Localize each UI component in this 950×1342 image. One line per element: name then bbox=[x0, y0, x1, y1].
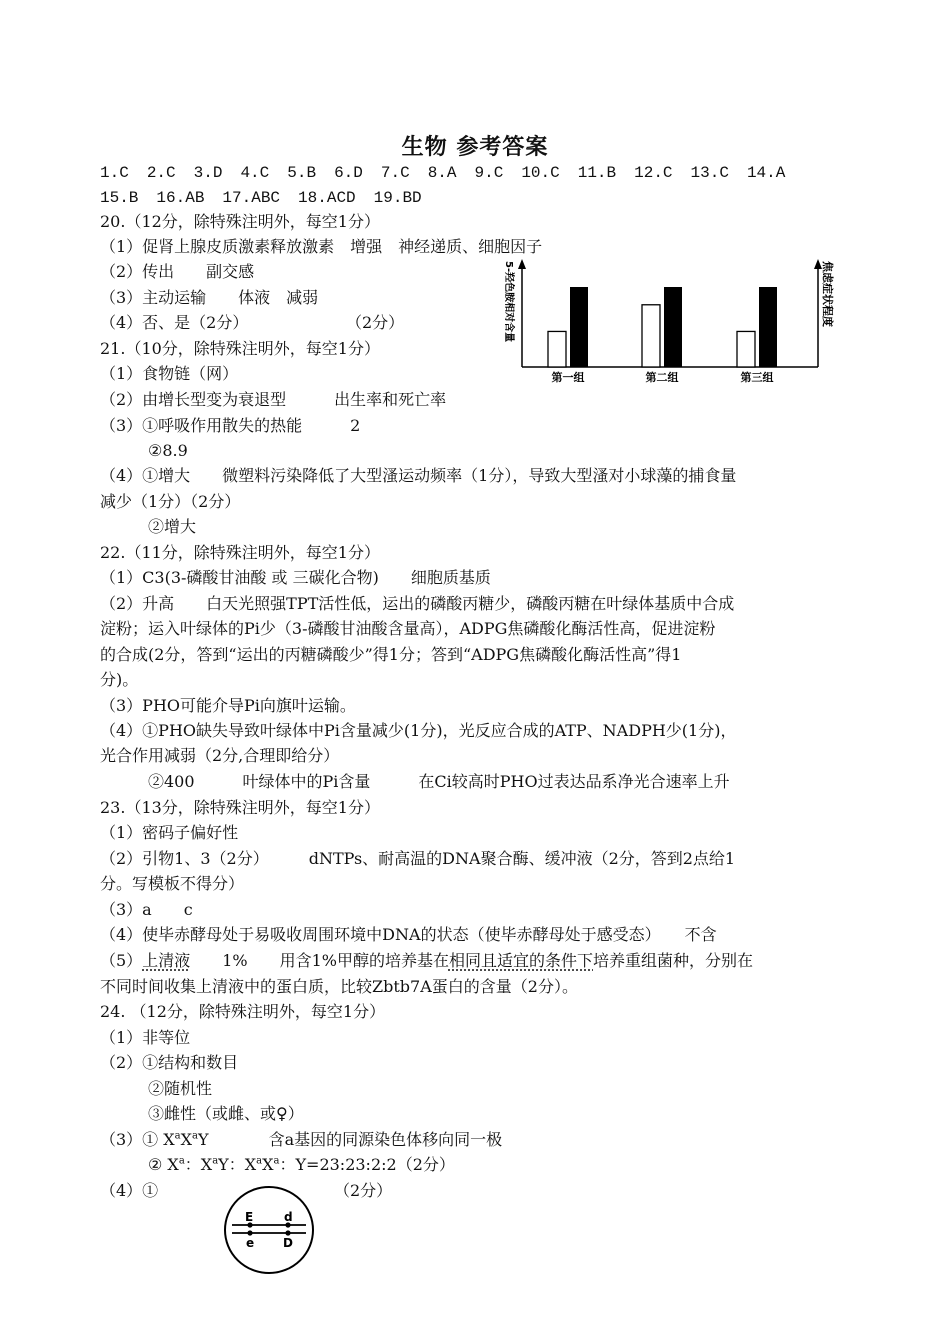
gene-locus-d-lower bbox=[285, 1230, 290, 1235]
category-label-2: 第二组 bbox=[645, 371, 679, 384]
serotonin-anxiety-chart bbox=[500, 255, 840, 390]
q24-heading: 24. （12分，除特殊注明外，每空1分） bbox=[100, 1002, 386, 1021]
q24-ratio-sup-1: a bbox=[178, 1155, 185, 1167]
q23-line-5-dotted-2: 相同且适宜的条件下 bbox=[448, 951, 593, 970]
q24-line-1: （1）非等位 bbox=[100, 1028, 191, 1047]
mc-answer-18: 18.ACD bbox=[298, 189, 356, 207]
q22-heading: 22.（11分，除特殊注明外，每空1分） bbox=[100, 543, 380, 562]
q23-line-5-dotted-1: 上清液 bbox=[142, 951, 191, 970]
q23-heading: 23.（13分，除特殊注明外，每空1分） bbox=[100, 798, 380, 817]
q24-line-3-y: Y bbox=[198, 1130, 209, 1149]
q24-ratio-part-3: Y：X bbox=[218, 1155, 257, 1174]
q22-line-2c: 的合成(2分，答到“运出的丙糖磷酸少”得1分；答到“ADPG焦磷酸化酶活性高”得1 bbox=[100, 645, 682, 664]
q24-line-3 bbox=[100, 1130, 502, 1150]
mc-answer-16: 16.AB bbox=[156, 189, 205, 207]
mc-answer-4: 4.C bbox=[240, 164, 270, 182]
mc-answer-17: 17.ABC bbox=[222, 189, 281, 207]
q24-ratio-part-1: ② X bbox=[148, 1155, 179, 1174]
q24-ratio-sup-3: a bbox=[256, 1155, 263, 1167]
mc-answer-1: 1.C bbox=[100, 164, 129, 182]
q24-line-4b: （2分） bbox=[334, 1181, 393, 1200]
mc-answer-15: 15.B bbox=[100, 189, 139, 207]
q23-line-2: （2）引物1、3（2分） dNTPs、耐高温的DNA聚合酶、缓冲液（2分，答到2点给1 bbox=[100, 849, 736, 868]
mc-answer-14: 14.A bbox=[746, 164, 786, 182]
q21-heading: 21.（10分，除特殊注明外，每空1分） bbox=[100, 339, 380, 358]
q21-line-2: （2）由增长型变为衰退型 出生率和死亡率 bbox=[100, 390, 447, 409]
q23-line-5 bbox=[100, 951, 753, 971]
q24-line-4a: （4）① bbox=[100, 1181, 159, 1200]
q22-line-2d: 分)。 bbox=[100, 670, 139, 689]
q24-ratio-part-5: ：Y=23:23:2:2（2分） bbox=[279, 1155, 455, 1174]
q22-line-1: （1）C3(3-磷酸甘油酸 或 三碳化合物) 细胞质基质 bbox=[100, 568, 491, 587]
chromosome-cell-diagram bbox=[222, 1184, 316, 1276]
mc-answers-row-1 bbox=[100, 163, 803, 183]
bar-anxiety-2 bbox=[664, 287, 682, 367]
q22-line-2: （2）升高 白天光照强TPT活性低，运出的磷酸丙糖少，磷酸丙糖在叶绿体基质中合成 bbox=[100, 594, 735, 613]
q23-line-5-tail: 培养重组菌种，分别在 bbox=[593, 951, 754, 970]
q20-line-3: （3）主动运输 体液 减弱 bbox=[100, 288, 319, 307]
mc-answer-13: 13.C bbox=[690, 164, 729, 182]
bar-anxiety-3 bbox=[759, 287, 777, 367]
q22-line-3: （3）PHO可能介导Pi向旗叶运输。 bbox=[100, 696, 356, 715]
q23-line-4: （4）使毕赤酵母处于易吸收周围环境中DNA的状态（使毕赤酵母处于感受态） 不含 bbox=[100, 925, 717, 944]
q20-line-4a: （4）否、是（2分） bbox=[100, 313, 249, 332]
q21-line-4d: ②增大 bbox=[148, 517, 197, 536]
q21-line-1: （1）食物链（网） bbox=[100, 364, 239, 383]
q21-line-3: （3）①呼吸作用散失的热能 2 bbox=[100, 416, 361, 435]
q22-line-2b: 淀粉；运入叶绿体的Pi少（3-磷酸甘油酸含量高），ADPG焦磷酸化酶活性高，促进淀粉 bbox=[100, 619, 716, 638]
q20-line-2: （2）传出 副交感 bbox=[100, 262, 255, 281]
q23-line-3: （3）a c bbox=[100, 900, 193, 919]
cell-membrane bbox=[225, 1187, 313, 1273]
q24-ratio-sup-4: a bbox=[273, 1155, 280, 1167]
bar-anxiety-1 bbox=[570, 287, 588, 367]
left-axis-label: 5-羟色胺相对含量 bbox=[503, 261, 514, 343]
mc-answer-11: 11.B bbox=[577, 164, 617, 182]
mc-answer-3: 3.D bbox=[193, 164, 223, 182]
q24-line-3-x: X bbox=[180, 1130, 193, 1149]
q23-line-5-prefix: （5） bbox=[100, 951, 143, 970]
mc-answer-6: 6.D bbox=[334, 164, 363, 182]
mc-answer-2: 2.C bbox=[146, 164, 176, 182]
q21-line-3b: ②8.9 bbox=[148, 441, 188, 460]
q20-heading: 20.（12分，除特殊注明外，每空1分） bbox=[100, 212, 380, 231]
bar-serotonin-2 bbox=[642, 305, 660, 367]
q24-line-2: （2）①结构和数目 bbox=[100, 1053, 239, 1072]
q23-line-5-mid: 1% 用含1%甲醇的培养基在 bbox=[190, 951, 449, 970]
q20-line-4b: （2分） bbox=[346, 313, 405, 332]
q24-line-3-tail: 含a基因的同源染色体移向同一极 bbox=[268, 1130, 503, 1149]
q23-line-2b: 分。写模板不得分） bbox=[100, 874, 245, 893]
q21-line-4: （4）①增大 微塑料污染降低了大型溞运动频率（1分），导致大型溞对小球藻的捕食量 bbox=[100, 466, 737, 485]
right-axis-label: 焦虑症状程度 bbox=[821, 261, 834, 327]
q24-ratio-sup-2: a bbox=[212, 1155, 219, 1167]
mc-answer-10: 10.C bbox=[521, 164, 560, 182]
mc-answer-19: 19.BD bbox=[373, 189, 422, 207]
page-title: 生物 参考答案 bbox=[401, 134, 549, 160]
q22-line-4b: 光合作用减弱（2分,合理即给分） bbox=[100, 746, 340, 765]
q24-ratio-part-4: X bbox=[262, 1155, 274, 1174]
q24-line-2c: ③雌性（或雌、或♀） bbox=[148, 1104, 304, 1123]
q24-line-3-sup-1: a bbox=[174, 1130, 181, 1142]
q24-line-3-prefix: （3）① X bbox=[100, 1130, 175, 1149]
gene-label-e: e bbox=[246, 1236, 255, 1250]
category-label-3: 第三组 bbox=[740, 371, 774, 384]
bar-serotonin-1 bbox=[548, 331, 566, 367]
mc-answer-5: 5.B bbox=[287, 164, 317, 182]
gene-label-E: E bbox=[245, 1210, 254, 1224]
left-axis-arrow bbox=[518, 259, 526, 269]
gene-label-d: d bbox=[284, 1210, 293, 1224]
q23-line-5d: 不同时间收集上清液中的蛋白质，比较Zbtb7A蛋白的含量（2分）。 bbox=[100, 977, 578, 996]
mc-answer-7: 7.C bbox=[380, 164, 410, 182]
category-label-1: 第一组 bbox=[551, 371, 585, 384]
q24-line-2b: ②随机性 bbox=[148, 1079, 213, 1098]
q21-line-4c: 减少（1分）（2分） bbox=[100, 492, 241, 511]
mc-answer-12: 12.C bbox=[634, 164, 673, 182]
gene-label-D: D bbox=[283, 1236, 293, 1250]
mc-answers-row-2 bbox=[100, 188, 440, 208]
mc-answer-8: 8.A bbox=[427, 164, 457, 182]
right-axis-arrow bbox=[814, 259, 822, 269]
gene-locus-e-lower bbox=[247, 1230, 252, 1235]
q22-line-4: （4）①PHO缺失导致叶绿体中Pi含量减少(1分)，光反应合成的ATP、NADPH少(1分)， bbox=[100, 721, 737, 740]
mc-answer-9: 9.C bbox=[474, 164, 504, 182]
q23-line-1: （1）密码子偏好性 bbox=[100, 823, 239, 842]
q24-ratio-part-2: ：X bbox=[184, 1155, 213, 1174]
q22-line-4c: ②400 叶绿体中的Pi含量 在Ci较高时PHO过表达品系净光合速率上升 bbox=[148, 772, 730, 791]
q24-line-3b bbox=[148, 1155, 455, 1175]
q24-line-3-sup-2: a bbox=[192, 1130, 198, 1142]
bar-serotonin-3 bbox=[737, 331, 755, 367]
q20-line-1: （1）促肾上腺皮质激素释放激素 增强 神经递质、细胞因子 bbox=[100, 237, 543, 256]
